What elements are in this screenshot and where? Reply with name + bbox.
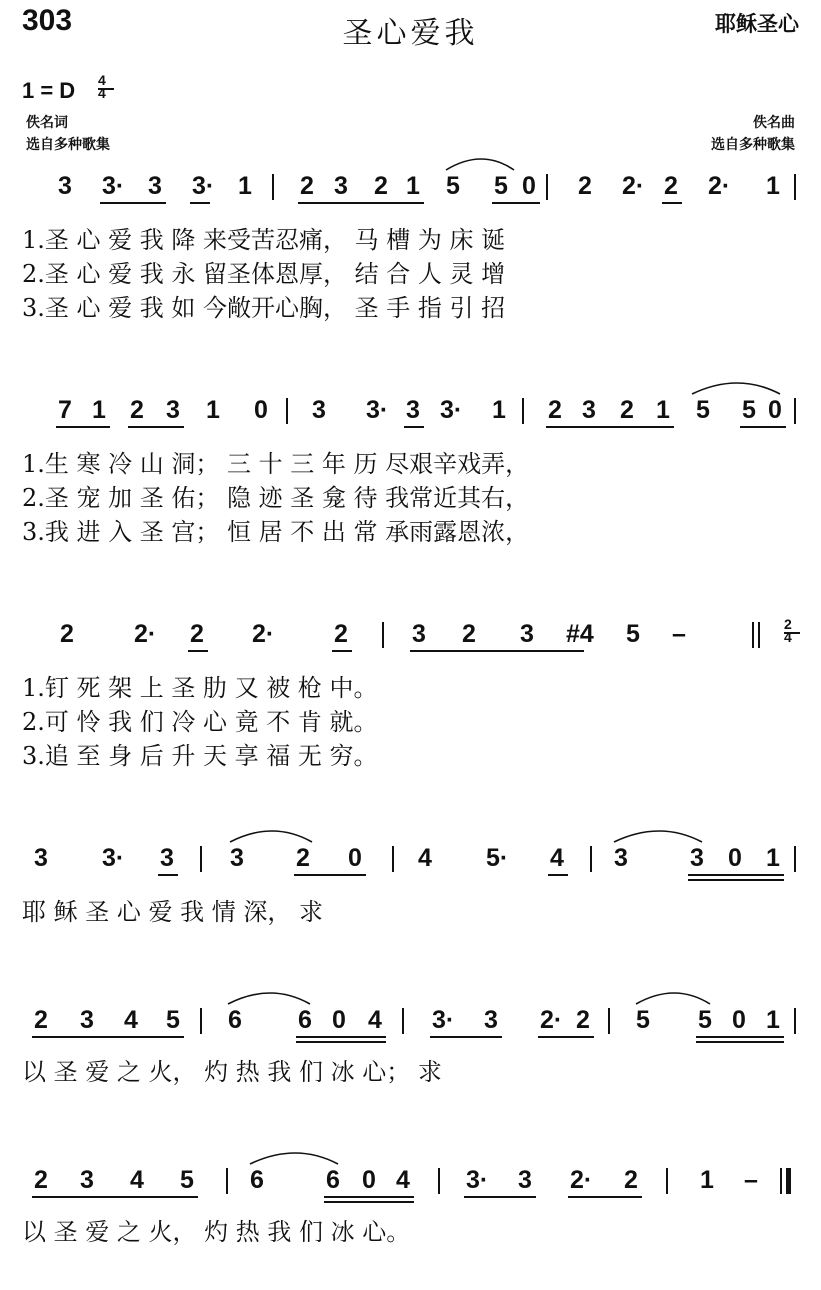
note: 3 [484,1006,498,1034]
note: 2· [708,172,731,200]
note: 3 [160,844,174,872]
note: 5 [494,172,508,200]
note: 2· [134,620,157,648]
note: 4 [368,1006,382,1034]
note: 3 [518,1166,532,1194]
note: 4 [130,1166,144,1194]
note: 5 [696,396,710,424]
note: #4 [566,620,594,648]
note: 1 [766,172,780,200]
note: 1 [406,172,420,200]
note: 3 [614,844,628,872]
note: 2· [570,1166,593,1194]
note: 0 [348,844,362,872]
time-signature-top: 4 [98,72,106,88]
note: 5 [180,1166,194,1194]
note: 2 [664,172,678,200]
note: 5· [486,844,509,872]
composer-credit: 佚名曲 [753,115,795,131]
note: 2· [540,1006,563,1034]
note: 0 [732,1006,746,1034]
note: 4 [418,844,432,872]
note: 3 [230,844,244,872]
slur [230,831,312,842]
note: 1 [766,1006,780,1034]
lyricist-credit: 佚名词 [26,115,68,131]
note: 7 [58,396,72,424]
hymn-title: 圣心爱我 [342,16,479,51]
time-change: 2 4 [784,618,792,644]
lyric-line: 1.钉 死 架 上 圣 肋 又 被 枪 中。 [22,674,378,702]
note: 3 [148,172,162,200]
note: 2 [620,396,634,424]
note: 1 [700,1166,714,1194]
note: 5 [446,172,460,200]
note: 5 [636,1006,650,1034]
note: 2 [34,1006,48,1034]
note: 1 [656,396,670,424]
note: 3 [334,172,348,200]
note: 0 [362,1166,376,1194]
note: 2 [300,172,314,200]
key-signature: 1 = D [22,78,76,103]
lyric-line: 3.圣 心 爱 我 如 今敞开心胸， 圣 手 指 引 招 [22,294,506,322]
note: 3· [440,396,463,424]
note: 5 [626,620,640,648]
time-signature-bottom: 4 [98,85,106,101]
note: 3· [102,172,125,200]
note: 3· [192,172,215,200]
note: 3 [582,396,596,424]
note: 3 [520,620,534,648]
note: 3 [58,172,72,200]
lyric-line: 3.我 进 入 圣 宫； 恒 居 不 出 常 承雨露恩浓， [22,518,530,546]
lyric-line: 以 圣 爱 之 火， 灼 热 我 们 冰 心。 [22,1218,411,1246]
note: 3· [466,1166,489,1194]
lyricist-source: 选自多种歌集 [26,137,110,153]
note: 3 [412,620,426,648]
note: 6 [228,1006,242,1034]
note: 4 [550,844,564,872]
note: 3· [432,1006,455,1034]
note: 2 [548,396,562,424]
note: 2 [130,396,144,424]
note: – [744,1166,758,1194]
lyric-line: 2.圣 宠 加 圣 佑； 隐 迹 圣 龛 待 我常近其右， [22,484,530,512]
note: 6 [250,1166,264,1194]
note: 2 [462,620,476,648]
lyric-line: 1.生 寒 冷 山 洞； 三 十 三 年 历 尽艰辛戏弄， [22,450,530,478]
lyric-line: 以 圣 爱 之 火， 灼 热 我 们 冰 心； 求 [22,1058,442,1086]
note: 2 [334,620,348,648]
note: 2 [34,1166,48,1194]
slur [636,993,710,1004]
slur [250,1153,338,1164]
note: 1 [92,396,106,424]
note: 0 [768,396,782,424]
note: 1 [206,396,220,424]
note: 0 [522,172,536,200]
note: 2 [578,172,592,200]
note: 3 [80,1166,94,1194]
note: 3 [80,1006,94,1034]
note: – [672,620,686,648]
note: 4 [124,1006,138,1034]
hymn-number: 303 [22,4,73,37]
note: 3· [366,396,389,424]
lyric-line: 3.追 至 身 后 升 天 享 福 无 穷。 [22,742,378,770]
slur [228,993,310,1004]
note: 5 [742,396,756,424]
note: 2· [622,172,645,200]
slur [614,831,702,842]
slur [692,383,780,394]
note: 6 [326,1166,340,1194]
lyric-line: 2.圣 心 爱 我 永 留圣体恩厚， 结 合 人 灵 增 [22,260,506,288]
note: 6 [298,1006,312,1034]
note: 0 [332,1006,346,1034]
note: 5 [166,1006,180,1034]
note: 1 [766,844,780,872]
note: 1 [238,172,252,200]
note: 2 [374,172,388,200]
composer-source: 选自多种歌集 [711,137,795,153]
note: 3· [102,844,125,872]
note: 2 [60,620,74,648]
note: 3 [34,844,48,872]
note: 4 [396,1166,410,1194]
note: 2· [252,620,275,648]
note: 3 [406,396,420,424]
lyric-line: 耶 稣 圣 心 爱 我 情 深， 求 [22,898,324,926]
note: 5 [698,1006,712,1034]
note: 3 [166,396,180,424]
lyric-line: 2.可 怜 我 们 冷 心 竟 不 肯 就。 [22,708,378,736]
lyric-line: 1.圣 心 爱 我 降 来受苦忍痛， 马 槽 为 床 诞 [22,226,506,254]
note: 3 [690,844,704,872]
note: 2 [624,1166,638,1194]
slur [446,159,514,170]
note: 0 [728,844,742,872]
note: 3 [312,396,326,424]
note: 2 [576,1006,590,1034]
note: 1 [492,396,506,424]
hymn-category: 耶稣圣心 [715,12,799,36]
note: 2 [296,844,310,872]
note: 2 [190,620,204,648]
note: 0 [254,396,268,424]
